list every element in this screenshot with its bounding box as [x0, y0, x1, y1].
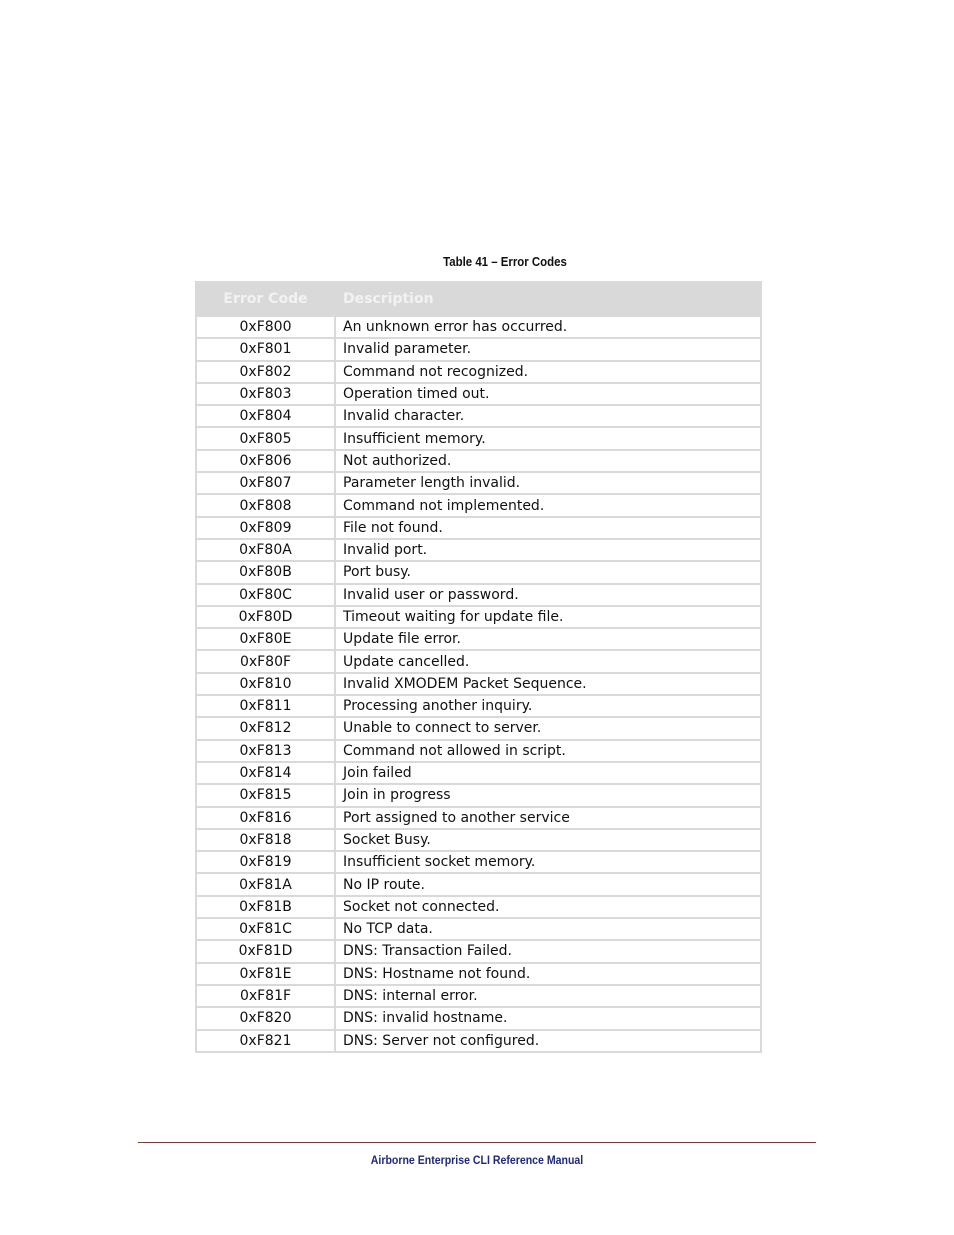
table-row	[196, 361, 761, 383]
error-code-cell: 0xF820	[196, 1007, 335, 1029]
error-code-cell: 0xF81F	[196, 985, 335, 1007]
table-row	[196, 673, 761, 695]
table-row	[196, 873, 761, 895]
table-row	[196, 494, 761, 516]
description-cell: DNS: Hostname not found.	[335, 963, 761, 985]
table-caption: Table 41 – Error Codes	[443, 254, 567, 269]
table-row	[196, 472, 761, 494]
table-row	[196, 427, 761, 449]
table-row	[196, 829, 761, 851]
table-row	[196, 940, 761, 962]
table-body	[196, 316, 761, 1052]
table-row	[196, 517, 761, 539]
table-header-row	[196, 282, 761, 316]
description-cell: Timeout waiting for update file.	[335, 606, 761, 628]
table-row	[196, 561, 761, 583]
error-code-cell: 0xF801	[196, 338, 335, 360]
table-row	[196, 717, 761, 739]
description-cell: Insufficient memory.	[335, 427, 761, 449]
error-code-cell: 0xF815	[196, 784, 335, 806]
description-cell: Socket not connected.	[335, 896, 761, 918]
description-cell: Insufficient socket memory.	[335, 851, 761, 873]
error-code-cell: 0xF80E	[196, 628, 335, 650]
error-code-cell: 0xF80C	[196, 584, 335, 606]
column-header-description: Description	[335, 282, 761, 316]
description-cell: DNS: Transaction Failed.	[335, 940, 761, 962]
table-row	[196, 762, 761, 784]
error-code-cell: 0xF803	[196, 383, 335, 405]
description-cell: Join failed	[335, 762, 761, 784]
description-cell: An unknown error has occurred.	[335, 316, 761, 338]
description-cell: DNS: internal error.	[335, 985, 761, 1007]
error-code-cell: 0xF814	[196, 762, 335, 784]
error-code-cell: 0xF80A	[196, 539, 335, 561]
error-code-cell: 0xF812	[196, 717, 335, 739]
table-row	[196, 963, 761, 985]
table-row	[196, 695, 761, 717]
error-code-cell: 0xF811	[196, 695, 335, 717]
table-row	[196, 606, 761, 628]
table-row	[196, 628, 761, 650]
error-code-cell: 0xF819	[196, 851, 335, 873]
column-header-error-code: Error Code	[196, 282, 335, 316]
description-cell: Update cancelled.	[335, 650, 761, 672]
error-code-cell: 0xF800	[196, 316, 335, 338]
error-code-cell: 0xF80B	[196, 561, 335, 583]
table-row	[196, 896, 761, 918]
description-cell: File not found.	[335, 517, 761, 539]
error-code-cell: 0xF808	[196, 494, 335, 516]
description-cell: Not authorized.	[335, 450, 761, 472]
description-cell: Port busy.	[335, 561, 761, 583]
description-cell: No IP route.	[335, 873, 761, 895]
error-code-cell: 0xF807	[196, 472, 335, 494]
table-row	[196, 650, 761, 672]
table-row	[196, 740, 761, 762]
error-code-cell: 0xF813	[196, 740, 335, 762]
description-cell: Command not allowed in script.	[335, 740, 761, 762]
table-row	[196, 405, 761, 427]
error-code-cell: 0xF809	[196, 517, 335, 539]
table-row	[196, 338, 761, 360]
table-row	[196, 807, 761, 829]
description-cell: Port assigned to another service	[335, 807, 761, 829]
error-code-cell: 0xF804	[196, 405, 335, 427]
description-cell: Socket Busy.	[335, 829, 761, 851]
error-codes-table-container	[195, 281, 760, 1053]
description-cell: Operation timed out.	[335, 383, 761, 405]
description-cell: Command not implemented.	[335, 494, 761, 516]
error-code-cell: 0xF806	[196, 450, 335, 472]
error-code-cell: 0xF81B	[196, 896, 335, 918]
description-cell: No TCP data.	[335, 918, 761, 940]
error-code-cell: 0xF81E	[196, 963, 335, 985]
table-row	[196, 1030, 761, 1052]
table-row	[196, 316, 761, 338]
footer-title: Airborne Enterprise CLI Reference Manual	[370, 1153, 584, 1167]
table-row	[196, 918, 761, 940]
table-row	[196, 450, 761, 472]
error-code-cell: 0xF821	[196, 1030, 335, 1052]
error-code-cell: 0xF81A	[196, 873, 335, 895]
description-cell: Parameter length invalid.	[335, 472, 761, 494]
table-row	[196, 1007, 761, 1029]
description-cell: Unable to connect to server.	[335, 717, 761, 739]
error-codes-table	[195, 281, 762, 1053]
error-code-cell: 0xF81C	[196, 918, 335, 940]
error-code-cell: 0xF805	[196, 427, 335, 449]
description-cell: Processing another inquiry.	[335, 695, 761, 717]
error-code-cell: 0xF816	[196, 807, 335, 829]
footer-divider	[138, 1142, 816, 1143]
table-row	[196, 584, 761, 606]
table-row	[196, 985, 761, 1007]
description-cell: Invalid parameter.	[335, 338, 761, 360]
description-cell: Invalid XMODEM Packet Sequence.	[335, 673, 761, 695]
description-cell: Invalid user or password.	[335, 584, 761, 606]
table-row	[196, 539, 761, 561]
error-code-cell: 0xF80D	[196, 606, 335, 628]
description-cell: Update file error.	[335, 628, 761, 650]
description-cell: DNS: Server not configured.	[335, 1030, 761, 1052]
table-row	[196, 383, 761, 405]
error-code-cell: 0xF802	[196, 361, 335, 383]
description-cell: Join in progress	[335, 784, 761, 806]
description-cell: Invalid character.	[335, 405, 761, 427]
error-code-cell: 0xF81D	[196, 940, 335, 962]
error-code-cell: 0xF818	[196, 829, 335, 851]
error-code-cell: 0xF810	[196, 673, 335, 695]
description-cell: Command not recognized.	[335, 361, 761, 383]
description-cell: DNS: invalid hostname.	[335, 1007, 761, 1029]
description-cell: Invalid port.	[335, 539, 761, 561]
table-row	[196, 784, 761, 806]
table-row	[196, 851, 761, 873]
error-code-cell: 0xF80F	[196, 650, 335, 672]
